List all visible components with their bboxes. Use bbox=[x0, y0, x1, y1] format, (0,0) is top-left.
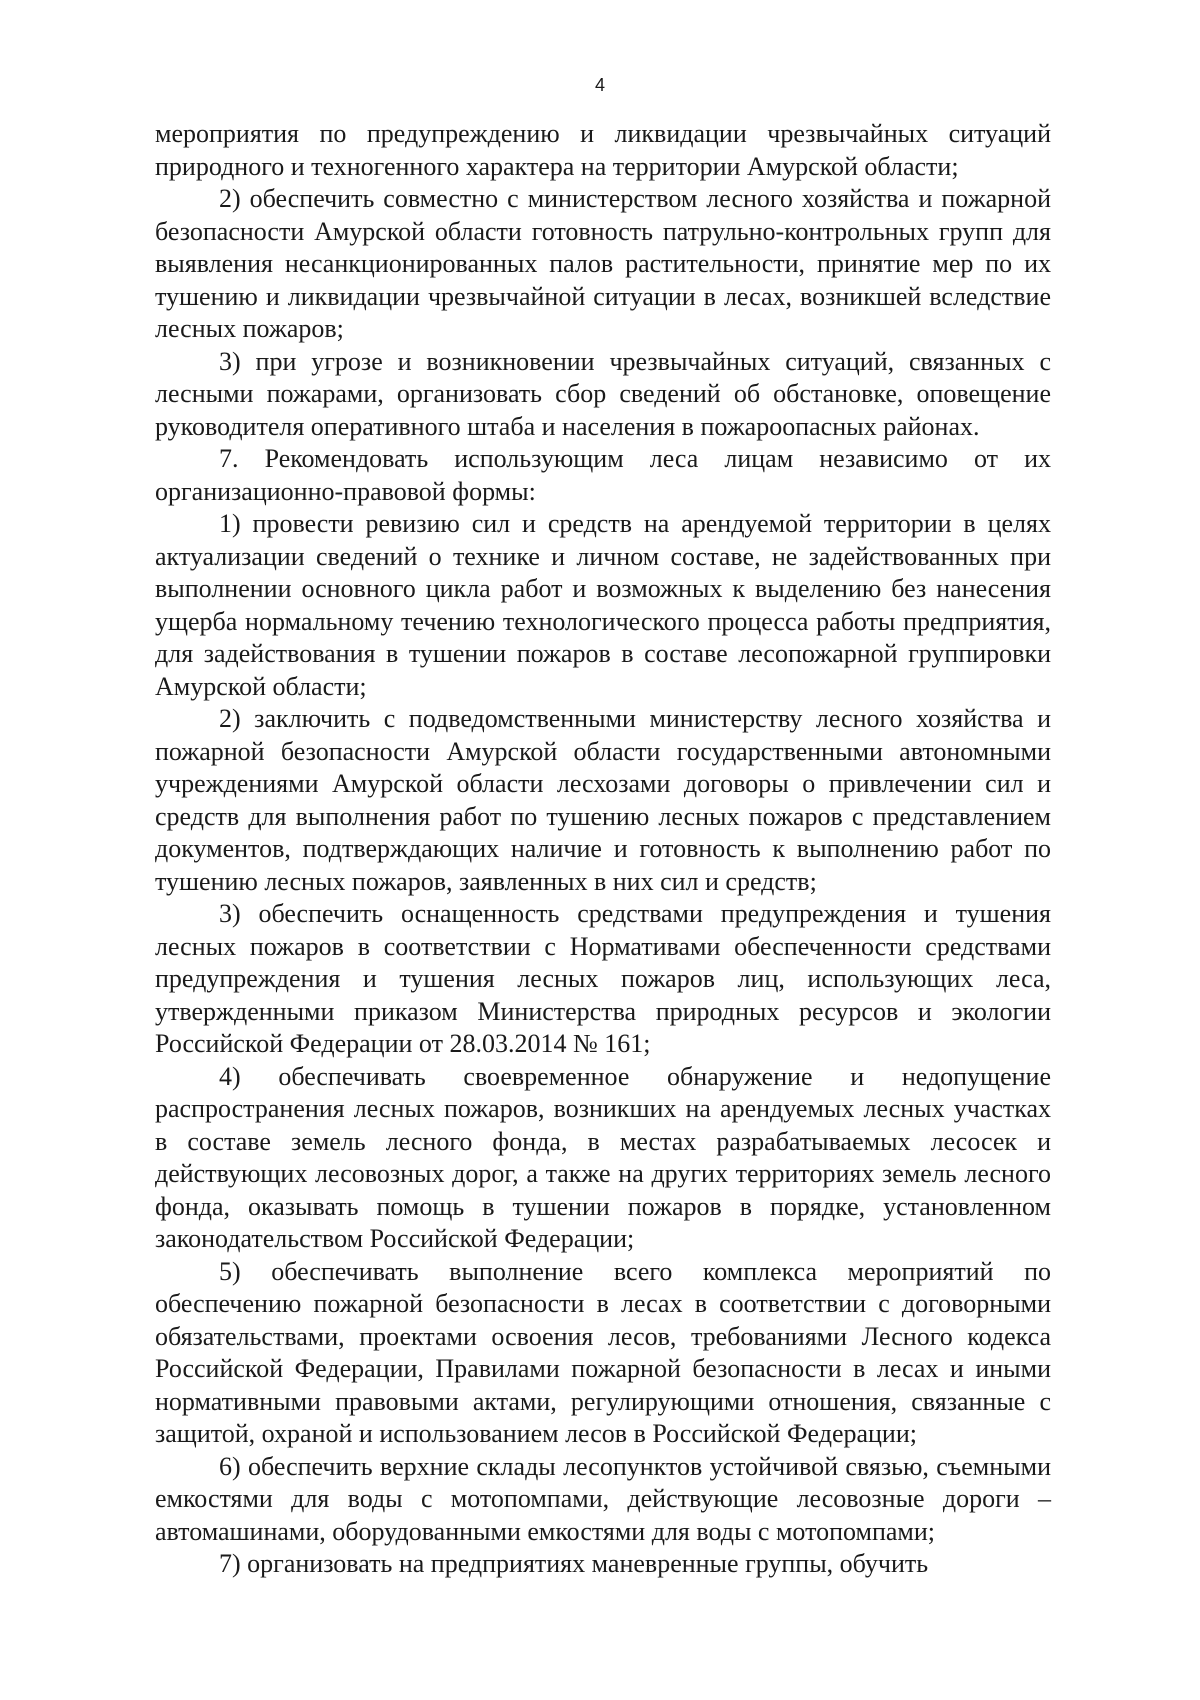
paragraph-7-item-2: 2) заключить с подведомственными министерству лесного хозяйства и пожарной безопасности Амурской области государственными автономными учреждениями Амурской области лесхозами договоры о привлечении сил и средств для выполнения работ по тушению лесных пожаров с представлением документов, подтверждающих наличие и готовность к выполнению работ по тушению лесных пожаров, заявленных в них сил и средств; bbox=[155, 704, 1051, 896]
paragraph-7-item-1: 1) провести ревизию сил и средств на арендуемой территории в целях актуализации сведений о технике и личном составе, не задействованных при выполнении основного цикла работ и возможных к выделению без нанесения ущерба нормальному течению технологического процесса работы предприятия, для задействования в тушении пожаров в составе лесопожарной группировки Амурской области; bbox=[155, 509, 1051, 701]
paragraph-7-heading: 7. Рекомендовать использующим леса лицам независимо от их организационно-правовой формы: bbox=[155, 444, 1051, 506]
document-body bbox=[155, 118, 1051, 1581]
paragraph-6-item-2: 2) обеспечить совместно с министерством лесного хозяйства и пожарной безопасности Амурской области готовность патрульно-контрольных групп для выявления несанкционированных палов растительности, принятие мер по их тушению и ликвидации чрезвычайной ситуации в лесах, возникшей вследствие лесных пожаров; bbox=[155, 184, 1051, 343]
page-number: 4 bbox=[594, 75, 605, 95]
paragraph-7-item-5: 5) обеспечивать выполнение всего комплекса мероприятий по обеспечению пожарной безопасности в лесах в соответствии с договорными обязательствами, проектами освоения лесов, требованиями Лесного кодекса Российской Федерации, Правилами пожарной безопасности в лесах и иными нормативными правовыми актами, регулирующими отношения, связанные с защитой, охраной и использованием лесов в Российской Федерации; bbox=[155, 1256, 1051, 1448]
paragraph-7-item-3: 3) обеспечить оснащенность средствами предупреждения и тушения лесных пожаров в соответствии с Нормативами обеспеченности средствами предупреждения и тушения лесных пожаров лиц, использующих леса, утвержденными приказом Министерства природных ресурсов и экологии Российской Федерации от 28.03.2014 № 161; bbox=[155, 899, 1051, 1058]
paragraph-7-item-6: 6) обеспечить верхние склады лесопунктов устойчивой связью, съемными емкостями для воды с мотопомпами, действующие лесовозные дороги – автомашинами, оборудованными емкостями для воды с мотопомпами; bbox=[155, 1451, 1051, 1546]
paragraph-7-item-4: 4) обеспечивать своевременное обнаружение и недопущение распространения лесных пожаров, возникших на арендуемых лесных участках в составе земель лесного фонда, в местах разрабатываемых лесосек и действующих лесовозных дорог, а также на других территориях земель лесного фонда, оказывать помощь в тушении пожаров в порядке, установленном законодательством Российской Федерации; bbox=[155, 1061, 1051, 1253]
paragraph-6-item-3: 3) при угрозе и возникновении чрезвычайных ситуаций, связанных с лесными пожарами, организовать сбор сведений об обстановке, оповещение руководителя оперативного штаба и населения в пожароопасных районах. bbox=[155, 346, 1051, 441]
paragraph-continuation: мероприятия по предупреждению и ликвидации чрезвычайных ситуаций природного и техногенного характера на территории Амурской области; bbox=[155, 119, 1051, 181]
paragraph-7-item-7: 7) организовать на предприятиях маневренные группы, обучить bbox=[219, 1549, 929, 1578]
